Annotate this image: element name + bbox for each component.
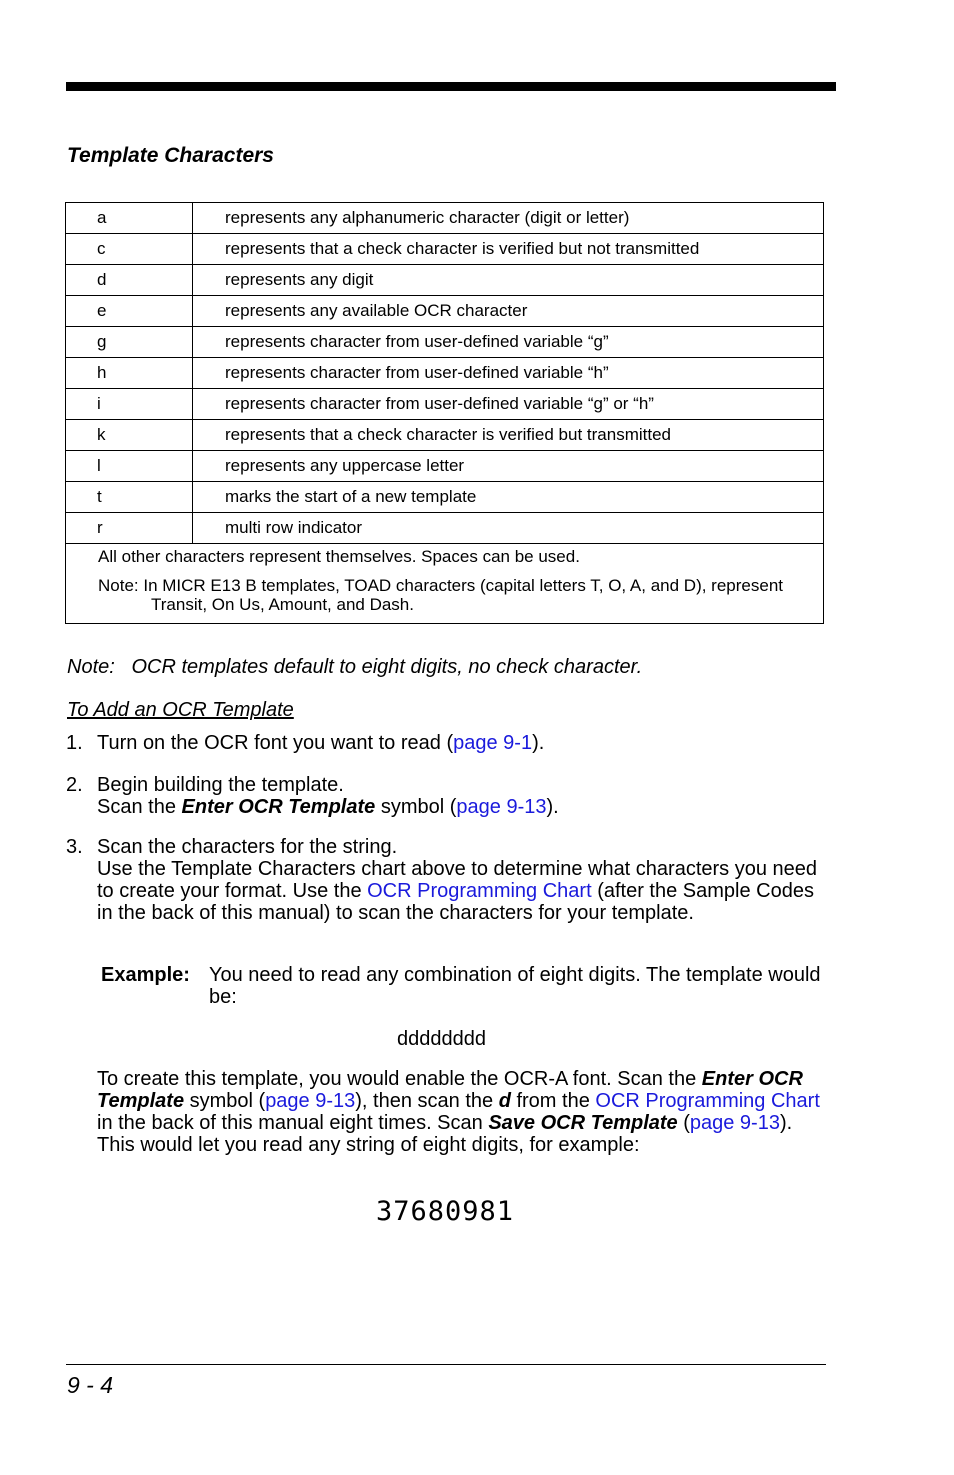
template-char-cell: g [66,327,193,358]
table-footer-note: Note: In MICR E13 B templates, TOAD characters (capital letters T, O, A, and D), represent Transit, On Us, Amount, and Dash. [98,576,784,614]
template-char-description: represents that a check character is verified but transmitted [193,420,824,451]
template-char-description: represents any available OCR character [193,296,824,327]
step-number: 3. [66,836,83,858]
template-char-description: represents that a check character is verified but not transmitted [193,234,824,265]
instructions-paragraph [97,1068,825,1156]
template-char-cell: c [66,234,193,265]
example-text: You need to read any combination of eight digits. The template would be: [209,964,821,1008]
template-char-cell: k [66,420,193,451]
step-text: Use the Template Characters chart above to determine what characters you need to create your format. Use the [97,858,818,902]
para-text: ( [677,1112,690,1134]
table-row [66,451,824,482]
template-char-cell: h [66,358,193,389]
example-label: Example: [101,964,190,986]
ocr-programming-chart-link[interactable]: OCR Programming Chart [367,880,592,902]
template-char-cell: l [66,451,193,482]
step-text: Scan the [97,796,182,818]
table-footer-row [66,544,824,624]
table-body [66,203,824,544]
table-row [66,203,824,234]
template-string: dddddddd [397,1028,486,1050]
template-char-cell: d [66,265,193,296]
step-text: symbol ( [375,796,457,818]
template-char-description: represents character from user-defined variable “g” or “h” [193,389,824,420]
template-char-description: marks the start of a new template [193,482,824,513]
para-text: from the [510,1090,596,1112]
step-3 [66,836,826,924]
table-row [66,513,824,544]
page-link[interactable]: page 9-1 [453,732,533,754]
procedure-title: To Add an OCR Template [67,699,294,721]
step-text: Scan the characters for the string. [97,836,398,858]
ocr-default-note: Note: OCR templates default to eight digits, no check character. [67,656,643,678]
template-char-cell: t [66,482,193,513]
section-title: Template Characters [67,144,274,167]
template-characters-table [65,202,824,624]
step-body [97,774,826,818]
step-text: ). [546,796,559,818]
step-text: Begin building the template. [97,774,344,796]
note-label: Note: [67,656,115,678]
template-char-description: represents any alphanumeric character (digit or letter) [193,203,824,234]
para-text: To create this template, you would enable the OCR-A font. Scan the [97,1068,702,1090]
template-char-cell: a [66,203,193,234]
ocr-sample-digits: 37680981 [376,1196,515,1227]
template-char-description: represents any digit [193,265,824,296]
step-text: (after the Sample Codes in the back of this manual) to scan the characters for your template. [97,880,814,924]
table-footer-cell [66,544,824,624]
ocr-programming-chart-link[interactable]: OCR Programming Chart [595,1090,820,1112]
step-2 [66,774,826,818]
step-body [97,732,826,754]
template-char-description: represents character from user-defined variable “h” [193,358,824,389]
step-text: Turn on the OCR font you want to read ( [97,732,454,754]
page-link[interactable]: page 9-13 [456,796,547,818]
step-text: ). [532,732,545,754]
table-row [66,234,824,265]
table-footer-text: All other characters represent themselves. Spaces can be used. [98,547,580,566]
para-text: in the back of this manual eight times. Scan [97,1112,489,1134]
template-char-cell: r [66,513,193,544]
page-link[interactable]: page 9-13 [265,1090,356,1112]
table-row [66,420,824,451]
note-text: OCR templates default to eight digits, no check character [131,656,637,678]
step-body [97,836,826,924]
symbol-name: Save OCR Template [488,1112,678,1134]
table-row [66,389,824,420]
table-row [66,296,824,327]
header-rule [66,82,836,91]
template-char-description: multi row indicator [193,513,824,544]
example-block [101,964,831,1008]
table-row [66,265,824,296]
step-number: 2. [66,774,83,796]
page-number: 9 - 4 [67,1372,114,1398]
template-char-description: represents character from user-defined variable “g” [193,327,824,358]
template-char-description: represents any uppercase letter [193,451,824,482]
table-row [66,482,824,513]
para-text: ), then scan the [355,1090,499,1112]
table-row [66,358,824,389]
para-text: ). This would let you read any string of eight digits, for example: [97,1112,793,1156]
symbol-name: Enter OCR Template [97,1068,803,1112]
footer-rule [66,1364,826,1365]
template-char-cell: e [66,296,193,327]
page-link[interactable]: page 9-13 [689,1112,780,1134]
step-1 [66,732,826,754]
symbol-name: Enter OCR Template [181,796,376,818]
para-text: symbol ( [184,1090,266,1112]
character-name: d [498,1090,511,1112]
table-row [66,327,824,358]
step-number: 1. [66,732,83,754]
template-char-cell: i [66,389,193,420]
